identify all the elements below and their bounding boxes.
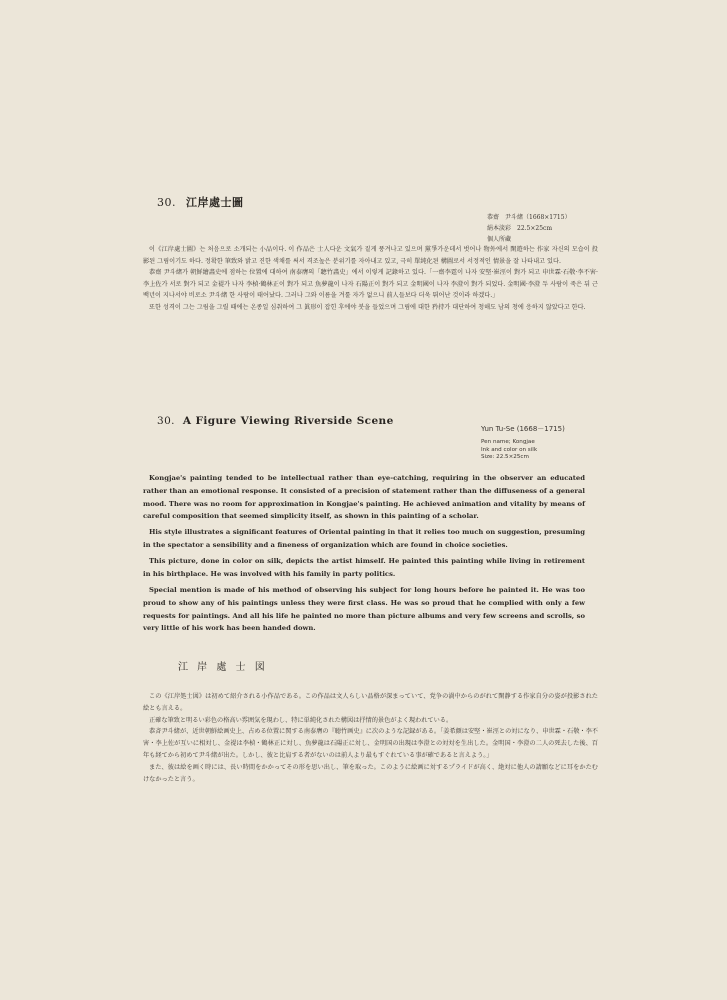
english-plate-number: 30. [157, 415, 175, 427]
korean-body [143, 244, 598, 313]
english-body [143, 472, 585, 638]
english-paragraph: Kongjae's painting tended to be intellectual rather than eye-catching, requiring in the observer an educated rather than an emotional response. It consisted of a precision of statement rather than the diffuseness of a general mood. There was no room for approximation in Kongjae's painting. He achieved animation and vitality by means of careful composition that seemed simplicity itself, as shown in this painting of a scholar. [143, 474, 585, 521]
japanese-title: 江 岸 處 士 図 [178, 662, 268, 673]
korean-credit [487, 212, 571, 245]
korean-title: 江岸處士圖 [186, 196, 244, 209]
english-paragraph: This picture, done in color on silk, depicts the artist himself. He painted this painting while living in retirement in his birthplace. He was involved with his family in party politics. [143, 557, 585, 578]
english-paragraph: His style illustrates a significant features of Oriental painting in that it relies too much on suggestion, presuming in the spectator a sensibility and a fineness of organization which are found in choice societies. [143, 528, 585, 550]
english-credit-medium: Ink and color on silk [481, 446, 538, 453]
korean-heading [157, 194, 244, 210]
english-heading [157, 415, 394, 427]
korean-credit-collection: 個人所藏 [487, 236, 512, 243]
korean-credit-medium: 絹本淡彩 22.5×25cm [487, 225, 553, 232]
korean-paragraph: 또한 성격이 그는 그림을 그릴 때에는 온종일 심취하여 그 眞形이 잡힌 후에야 붓을 들었으며 그림에 대한 矜持가 대단하여 청해도 남의 청에 응하지 않았다고 한다. [149, 303, 586, 311]
japanese-paragraph: また、彼は絵を画く時には、長い時間をかかってその形を思い出し、筆を取った。このように絵画に対するプライドが高く、絶対に他人の請願などに耳をかたむけなかったと言う。 [143, 763, 598, 783]
korean-credit-artist: 恭齋 尹斗緖（1668×1715） [487, 214, 571, 221]
japanese-paragraph: 恭斉尹斗緒が、近世朝鮮絵画史上、占める位置に関する南泰膺の『聴竹画史』に次のような記録がある。「姜希顔は安堅・崔涇との対になり、申世霖・石敬・李不害・李上佐が互いに相対し、金禔は李楨・鶴林正に対し、魚夢龍は石陽正に対し、金明国の出現は李澄との対対を生出した。金明国・李澄の二人の死去した後、百年も経てから初めて尹斗緒が出た。しかし、彼と比肩する者がないのは前人より最もすぐれている事が確であると言えよう。」 [143, 728, 598, 759]
japanese-paragraph: この《江岸処士図》は初めて紹介される小作品である。この作品は文人らしい品格が深まっていて、党争の渦中からのがれて閑静する作家自分の姿が投影された絵とも言える。 [143, 693, 598, 712]
english-credit-artist: Yun Tu-Se (1668－1715) [481, 425, 565, 433]
korean-paragraph: 恭齋 尹斗緖가 朝鮮繪畵史에 점하는 位置에 대하여 南泰膺의「聽竹畵史」에서 이렇게 記錄하고 있다.「一齋李霆이 나자 安堅·崔涇이 對가 되고 申世霖·石敬·李不害·李上佐가 서로 對가 되고 金禔가 나자 李楨·鶴林正이 對가 되고 魚夢龍이 나자 石陽正이 對가 되고 金明國이 나자 李澄이 對가 되었다. 金明國·李澄 두 사람이 죽은 뒤 근 백년이 지나서야 비로소 尹斗緖 한 사람이 태어났다. 그러나 그와 이름을 겨룰 자가 없으니 前人들보다 더욱 뛰어난 것이라 하겠다.」 [143, 269, 598, 299]
english-title: A Figure Viewing Riverside Scene [182, 415, 394, 427]
english-credit [481, 424, 565, 462]
korean-paragraph: 이《江岸處士圖》는 처음으로 소개되는 小品이다. 이 作品은 士人다운 文氣가 짙게 풍겨나고 있으며 黨爭가운데서 벗어나 物外에서 閑遊하는 作家 자신의 모습이 投影된 그림이기도 하다. 정확한 筆致와 밝고 진한 색채를 써서 격조높은 분위기를 자아내고 있고, 극히 單純化된 構圖로서 서정적인 情景을 잘 나타내고 있다. [143, 246, 598, 265]
english-credit-penname: Pen name; Kongjae [481, 439, 535, 445]
english-paragraph: Special mention is made of his method of observing his subject for long hours before he painted it. He was too proud to show any of his paintings unless they were first class. He was so proud that he complied with only a few requests for paintings. And all his life he painted no more than picture albums and very few screens and scrolls, so very little of his work has been handed down. [143, 585, 585, 633]
korean-plate-number: 30. [157, 196, 176, 209]
japanese-body [143, 691, 598, 785]
japanese-paragraph: 正確な筆致と明るい彩色の格高い雰囲気を現わし、特に単純化された構図は抒情的景色がよく現われている。 [149, 716, 453, 724]
english-credit-size: Size: 22.5×25cm [481, 454, 529, 460]
